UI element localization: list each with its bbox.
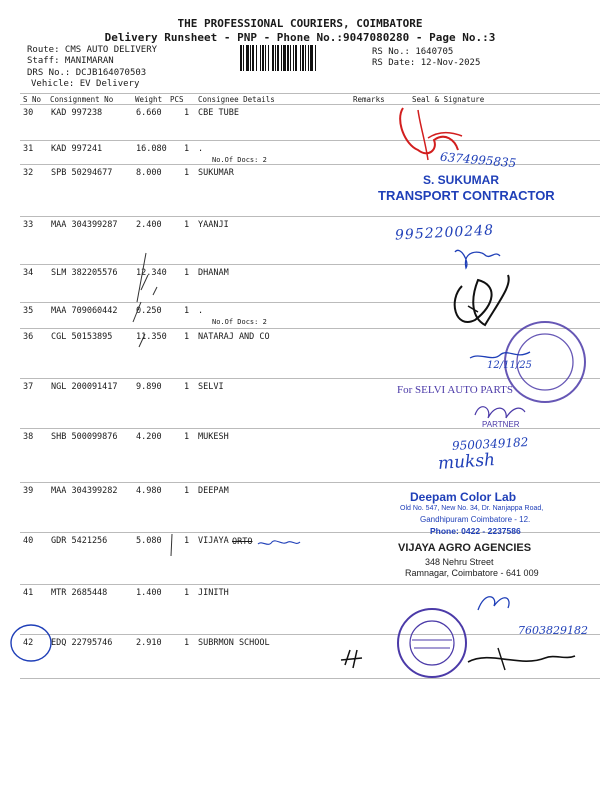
col-consignment: Consignment No [50, 95, 114, 104]
row-weight: 11.350 [136, 332, 167, 342]
row-consignee: SELVI [198, 382, 224, 392]
row-sno: 32 [23, 168, 34, 178]
row-consignee: DHANAM [198, 268, 229, 278]
row-consignee: . [198, 144, 204, 154]
row-weight: 4.200 [136, 432, 162, 442]
row-pcs: 1 [184, 432, 190, 442]
stamp-vijaya-address-2: Ramnagar, Coimbatore - 641 009 [405, 568, 539, 578]
row-consignee: CBE TUBE [198, 108, 239, 118]
runsheet-subtitle: Delivery Runsheet - PNP - Phone No.:9047080280 - Page No.:3 [104, 31, 496, 44]
row-pcs: 1 [184, 536, 190, 546]
row-sno: 31 [23, 144, 34, 154]
row-sno: 39 [23, 486, 34, 496]
stamp-partner: PARTNER [482, 420, 520, 429]
drs-number: DRS No.: DCJB164070503 [27, 68, 147, 78]
struck-word: ORTO [232, 537, 253, 547]
row-weight: 9.890 [136, 382, 162, 392]
row-weight: 0.250 [136, 306, 162, 316]
row-consignee: VIJAYA [198, 536, 229, 546]
row-consignee: YAANJI [198, 220, 229, 230]
row-consignee: MUKESH [198, 432, 229, 442]
route-label: Route: CMS AUTO DELIVERY [27, 45, 158, 55]
handwritten-mukesh: muksh [437, 450, 496, 474]
row-consignment-no: GDR 5421256 [51, 536, 108, 546]
row-sno: 38 [23, 432, 34, 442]
row-consignee: SUKUMAR [198, 168, 234, 178]
row-pcs: 1 [184, 332, 190, 342]
row-pcs: 1 [184, 638, 190, 648]
row-sno: 42 [23, 638, 34, 648]
row-pcs: 1 [184, 486, 190, 496]
row-consignment-no: MAA 304399287 [51, 220, 118, 230]
row-pcs: 1 [184, 588, 190, 598]
row-consignee: NATARAJ AND CO [198, 332, 270, 342]
row-weight: 12.340 [136, 268, 167, 278]
stamp-vijaya-address-1: 348 Nehru Street [425, 557, 494, 567]
row-consignment-no: MAA 709060442 [51, 306, 118, 316]
stamp-sukumar-name: S. SUKUMAR [423, 173, 500, 187]
handwritten-phone-2: 9952200248 [394, 222, 495, 244]
row-weight: 2.400 [136, 220, 162, 230]
row-consignment-no: SHB 500099876 [51, 432, 118, 442]
row-consignment-no: NGL 200091417 [51, 382, 118, 392]
row-sno: 40 [23, 536, 34, 546]
row-consignment-no: MTR 2685448 [51, 588, 108, 598]
row-weight: 8.000 [136, 168, 162, 178]
row-consignment-no: MAA 304399282 [51, 486, 118, 496]
col-weight: Weight [135, 95, 163, 104]
stamp-selvi: For SELVI AUTO PARTS [397, 384, 513, 396]
row-consignee: . [198, 306, 204, 316]
row-docs-note: No.Of Docs: 2 [212, 156, 267, 164]
row-pcs: 1 [184, 168, 190, 178]
row-weight: 2.910 [136, 638, 162, 648]
row-sno: 36 [23, 332, 34, 342]
col-sno: S No [23, 95, 42, 104]
stamp-deepam-name: Deepam Color Lab [410, 490, 517, 504]
row-consignment-no: KAD 997238 [51, 108, 103, 118]
stamp-deepam-phone: Phone: 0422 - 2237586 [430, 526, 521, 536]
stamp-deepam-address-2: Gandhipuram Coimbatore - 12. [420, 515, 531, 524]
dhanam-date: 12/11/25 [487, 360, 532, 371]
stamp-sukumar-title: TRANSPORT CONTRACTOR [378, 188, 555, 203]
row-sno: 34 [23, 268, 34, 278]
row-consignment-no: EDQ 22795746 [51, 638, 113, 648]
row-pcs: 1 [184, 108, 190, 118]
row-consignment-no: SPB 50294677 [51, 168, 113, 178]
handwritten-phone-1: 6374995835 [439, 149, 517, 171]
row-consignee: JINITH [198, 588, 229, 598]
row-sno: 41 [23, 588, 34, 598]
rs-date: RS Date: 12-Nov-2025 [372, 58, 481, 68]
row-consignee: DEEPAM [198, 486, 229, 496]
col-remarks: Remarks [353, 95, 385, 104]
row-consignment-no: CGL 50153895 [51, 332, 113, 342]
row-consignment-no: KAD 997241 [51, 144, 103, 154]
row-sno: 33 [23, 220, 34, 230]
row-sno: 30 [23, 108, 34, 118]
stamp-vijaya-name: VIJAYA AGRO AGENCIES [398, 542, 532, 554]
row-sno: 37 [23, 382, 34, 392]
rs-number: RS No.: 1640705 [372, 47, 454, 57]
row-sno: 35 [23, 306, 34, 316]
col-seal: Seal & Signature [412, 95, 485, 104]
handwritten-phone-4: 7603829182 [518, 624, 588, 637]
company-title: THE PROFESSIONAL COURIERS, COIMBATORE [177, 17, 423, 30]
vehicle-label: Vehicle: EV Delivery [31, 79, 140, 89]
row-consignee: SUBRMON SCHOOL [198, 638, 270, 648]
staff-label: Staff: MANIMARAN [27, 56, 114, 66]
row-weight: 16.080 [136, 144, 167, 154]
row-weight: 1.400 [136, 588, 162, 598]
handwritten-phone-3: 9500349182 [451, 435, 529, 453]
col-consignee: Consignee Details [198, 95, 275, 104]
row-weight: 4.980 [136, 486, 162, 496]
stamp-deepam-address-1: Old No. 547, New No. 34, Dr. Nanjappa Road, [400, 505, 544, 512]
row-pcs: 1 [184, 382, 190, 392]
row-pcs: 1 [184, 268, 190, 278]
row-pcs: 1 [184, 306, 190, 316]
row-pcs: 1 [184, 144, 190, 154]
row-docs-note: No.Of Docs: 2 [212, 318, 267, 326]
row-weight: 5.080 [136, 536, 162, 546]
row-weight: 6.660 [136, 108, 162, 118]
row-consignment-no: SLM 382205576 [51, 268, 118, 278]
col-pcs: PCS [170, 95, 184, 104]
row-pcs: 1 [184, 220, 190, 230]
